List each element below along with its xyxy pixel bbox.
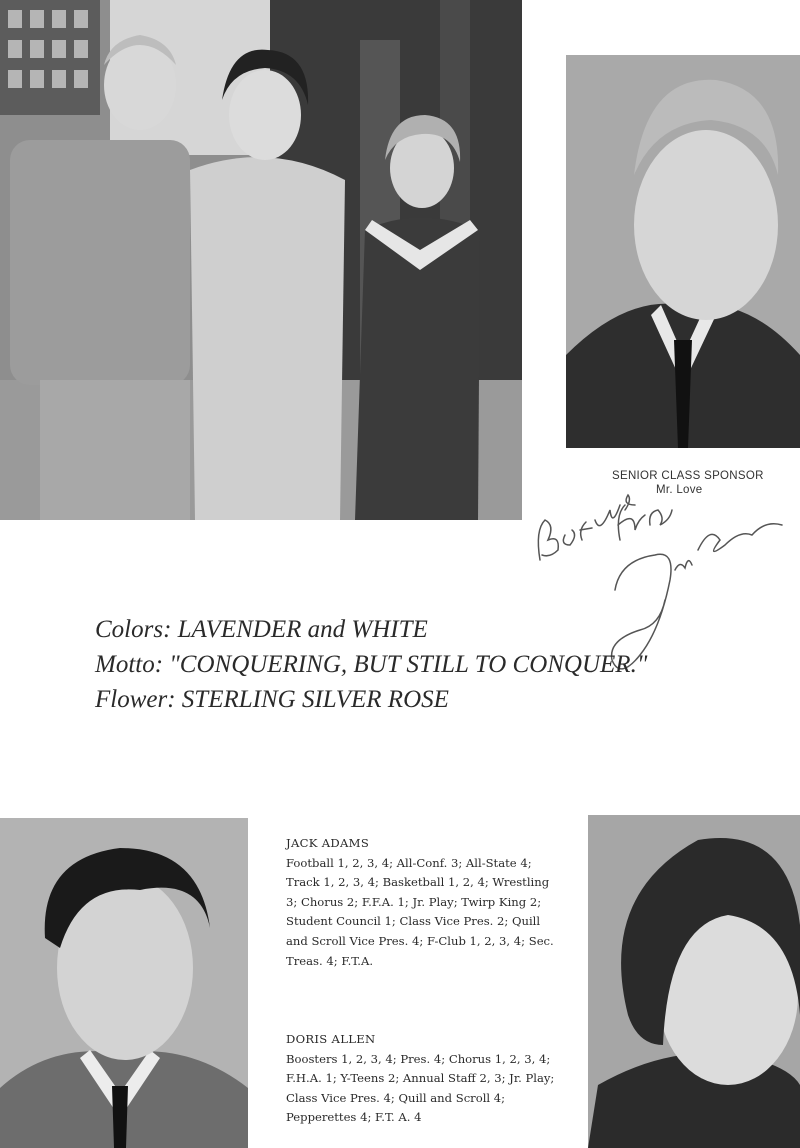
student-bio-adams bbox=[286, 834, 556, 971]
student-activities: Football 1, 2, 3, 4; All-Conf. 3; All-State 4; Track 1, 2, 3, 4; Basketball 1, 2, 4; Wrestling 3; Chorus 2; F.F.A. 1; Jr. Play; Twirp King 2; Student Council 1; Class Vice Pres. 2; Quill and Scroll Vice Pres. 4; F-Club 1, 2, 3, 4; Sec. Treas. 4; F.T.A. bbox=[286, 855, 554, 968]
class-info bbox=[95, 612, 755, 717]
sponsor-title: SENIOR CLASS SPONSOR bbox=[612, 470, 764, 482]
student-bio-allen bbox=[286, 1030, 556, 1128]
student-name: JACK ADAMS bbox=[286, 836, 370, 850]
sponsor-portrait bbox=[566, 55, 800, 448]
sponsor-caption bbox=[612, 470, 782, 496]
class-officers-photo bbox=[0, 0, 522, 520]
student-portrait-allen bbox=[588, 815, 800, 1148]
sponsor-name: Mr. Love bbox=[656, 484, 703, 496]
class-motto: Motto: "CONQUERING, BUT STILL TO CONQUER." bbox=[95, 651, 648, 678]
student-name: DORIS ALLEN bbox=[286, 1032, 376, 1046]
class-flower: Flower: STERLING SILVER ROSE bbox=[95, 686, 449, 713]
student-activities: Boosters 1, 2, 3, 4; Pres. 4; Chorus 1, 2, 3, 4; F.H.A. 1; Y-Teens 2; Annual Staff 2, 3; Jr. Play; Class Vice Pres. 4; Quill and Scroll 4; Pepperettes 4; F.T. A. 4 bbox=[286, 1051, 555, 1125]
student-portrait-adams bbox=[0, 818, 248, 1148]
class-colors: Colors: LAVENDER and WHITE bbox=[95, 616, 428, 643]
